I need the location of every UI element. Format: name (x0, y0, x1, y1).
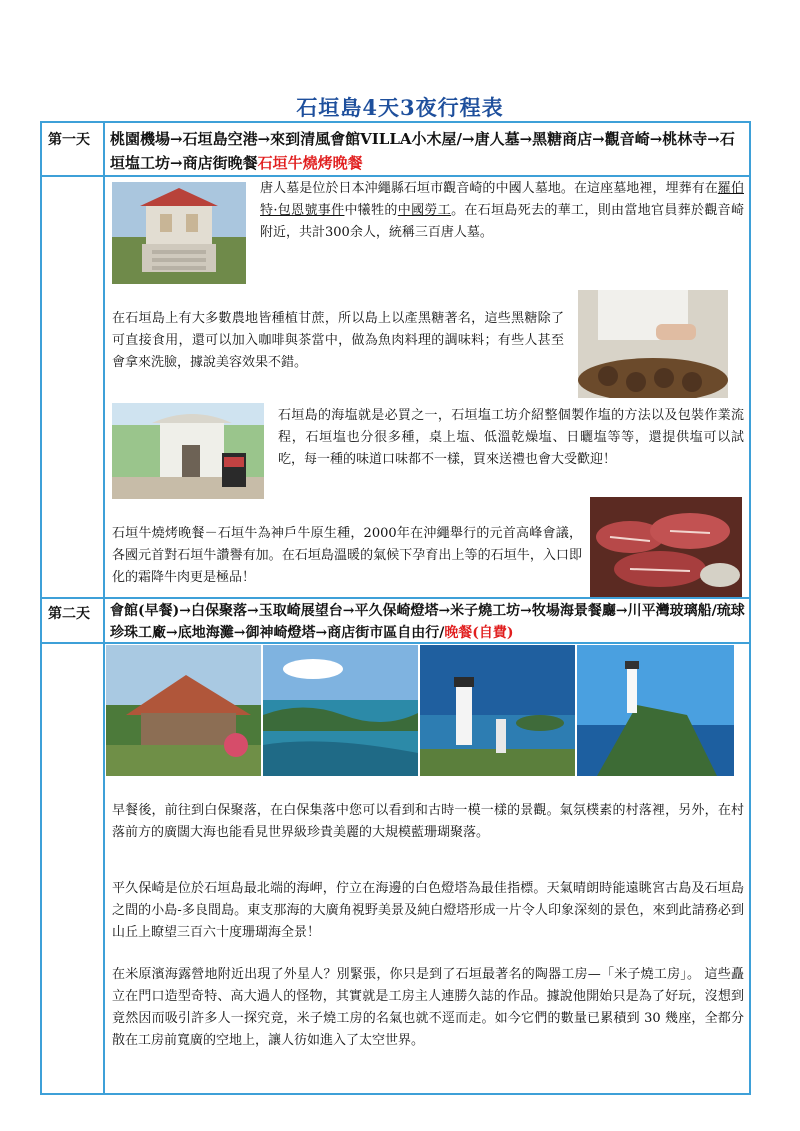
day1-tomb-text: 唐人墓是位於日本沖繩縣石垣市觀音崎的中國人墓地。在這座墓地裡，埋葬有在羅伯特·包恩號事件中犧牲的中國勞工。在石垣島死去的華工，則由當地官員葬於觀音崎附近，共計300余人，統稱三百唐人墓。 (260, 181, 744, 240)
beef-bbq-photo (590, 497, 742, 597)
day2-route-highlight: 晚餐(自費) (444, 625, 514, 641)
day2-route (110, 600, 746, 644)
row-divider-day2 (40, 597, 751, 599)
day1-beef-text: 石垣牛燒烤晚餐－石垣牛為神戶牛原生種，2000年在沖繩舉行的元首高峰會議，各國元首對石垣牛讚譽有加。在石垣島溫暖的氣候下孕育出上等的石垣牛，入口即化的霜降牛肉更是極品！ (112, 526, 582, 585)
row-divider-day1-route (40, 175, 751, 177)
hirakubozaki-lighthouse-photo (420, 645, 575, 776)
day2-label: 第二天 (48, 606, 90, 622)
shiraho-village-photo (106, 645, 261, 776)
ugamizaki-lighthouse-photo (577, 645, 734, 776)
link-chinese-laborers[interactable]: 中國勞工 (397, 203, 452, 218)
day2-yoneko-text: 在米原濱海露營地附近出現了外星人？別緊張，你只是到了石垣最著名的陶器工房—「米子燒工房」。 這些矗立在門口造型奇特、高大過人的怪物，其實就是工房主人連勝久誌的作品。據說他開始只是為了好玩，沒想到竟然因而吸引許多人一探究竟，米子燒工房的名氣也就不逕而走。如今它們的數量已累積到 30 幾座，全都分散在工房前寬廣的空地上，讓人彷如進入了太空世界。 (112, 967, 744, 1048)
tomb-photo (112, 182, 246, 284)
day1-salt-text: 石垣島的海塩就是必買之一，石垣塩工坊介紹整個製作塩的方法以及包裝作業流程，石垣塩也分很多種，桌上塩、低溫乾燥塩、日曬塩等等，還提供塩可以試吃，每一種的味道口味都不一樣，買來送禮也會大受歡迎！ (278, 408, 744, 467)
page-title: 石垣島4天3夜行程表 (296, 95, 504, 120)
column-divider (103, 121, 105, 1095)
day2-route-text: 會館(早餐)→白保聚落→玉取崎展望台→平久保崎燈塔→米子燒工坊→牧場海景餐廳→川平灣玻璃船/琉球珍珠工廠→底地海灘→御神崎燈塔→商店街市區自由行/ (110, 603, 745, 641)
day1-label: 第一天 (48, 132, 90, 148)
day2-shiraho-text: 早餐後，前往到白保聚落，在白保集落中您可以看到和古時一模一樣的景觀。氣氛樸素的村落裡，另外，在村落前方的廣闊大海也能看見世界級珍貴美麗的大規模藍珊瑚聚落。 (112, 803, 744, 840)
day1-route-text: 桃園機場→石垣島空港→來到清風會館VILLA小木屋/→唐人墓→黑糖商店→觀音崎→桃林寺→石垣塩工坊→商店街晚餐 (110, 130, 735, 172)
link-robert-bowne[interactable]: 羅伯特·包恩號事件 (260, 181, 744, 218)
day1-sugar-text: 在石垣島上有大多數農地皆種植甘蔗，所以島上以產黑糖著名，這些黑糖除了可直接食用，還可以加入咖啡與茶當中，做為魚肉料理的調味料；有些人甚至會拿來洗臉，據說美容效果不錯。 (112, 311, 564, 370)
day2-hirakubo-text: 平久保崎是位於石垣島最北端的海岬，佇立在海邊的白色燈塔為最佳指標。天氣晴朗時能遠眺宮古島及石垣島之間的小島-多良間島。東支那海的大廣角視野美景及純白燈塔形成一片令人印象深刻的景色，來到此請務必到山丘上瞭望三百六十度珊瑚海全景！ (112, 881, 744, 940)
tamatorizaki-photo (263, 645, 418, 776)
day1-route-highlight: 石垣牛燒烤晚餐 (257, 154, 363, 172)
sugar-photo (578, 290, 728, 398)
salt-shop-photo (112, 403, 264, 499)
day1-route (110, 127, 746, 175)
